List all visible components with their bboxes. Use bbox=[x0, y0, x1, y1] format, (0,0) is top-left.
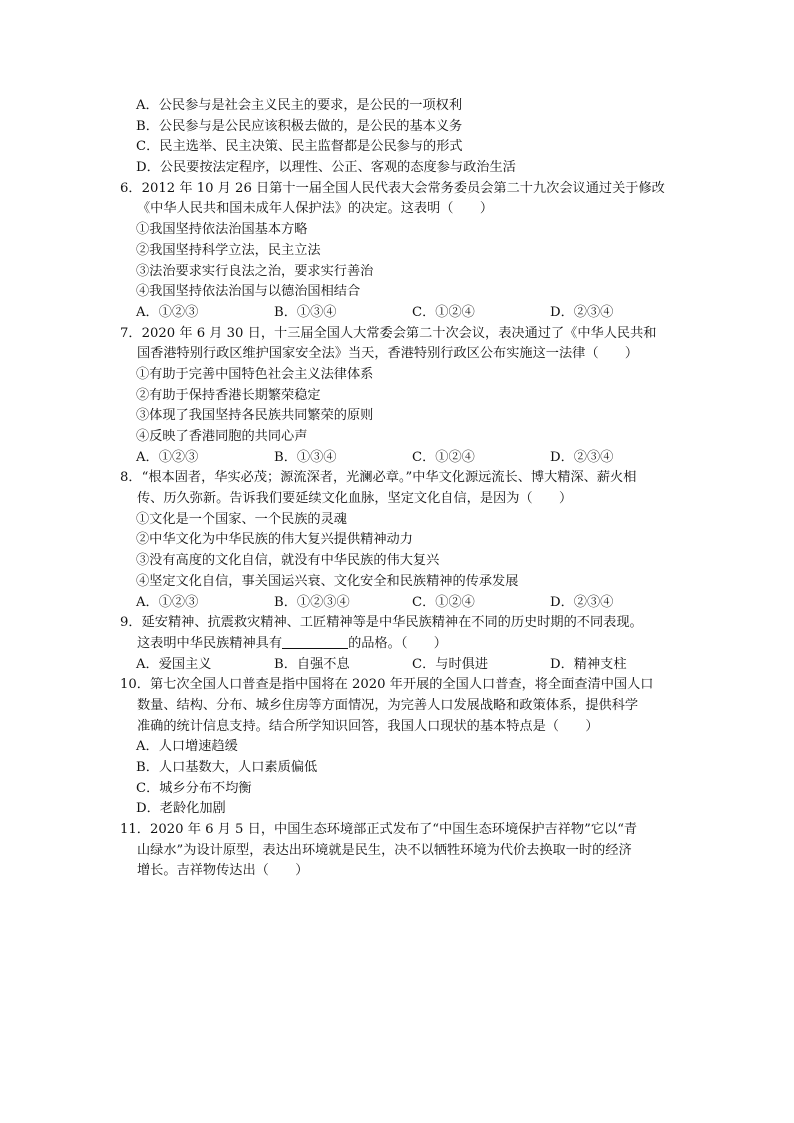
option-b: B．①③④ bbox=[274, 304, 337, 320]
stem-text: 这表明中华民族精神具有 bbox=[137, 635, 283, 651]
option-b: B．自强不息 bbox=[274, 656, 350, 672]
option-b: B．①③④ bbox=[274, 449, 337, 465]
question-stem: 山绿水”为设计原型，表达出环境就是民生，决不以牺牲环境为代价去换取一时的经济 bbox=[137, 842, 632, 858]
question-stem: 准确的统计信息支持。结合所学知识回答，我国人口现状的基本特点是（ ） bbox=[137, 718, 599, 734]
question-8 bbox=[120, 468, 680, 613]
statement-item: ②中华文化为中华民族的伟大复兴提供精神动力 bbox=[136, 532, 413, 548]
option-d: D．老龄化加剧 bbox=[136, 801, 226, 817]
option-a: A．人口增速趋缓 bbox=[136, 739, 238, 755]
statement-item: ④反映了香港同胞的共同心声 bbox=[136, 429, 308, 444]
question-stem: 传、历久弥新。告诉我们要延续文化血脉，坚定文化自信，是因为（ ） bbox=[137, 491, 573, 507]
statement-item: ②我国坚持科学立法，民主立法 bbox=[136, 242, 321, 258]
statement-item: ①文化是一个国家、一个民族的灵魂 bbox=[136, 511, 347, 527]
fill-in-blank bbox=[282, 635, 348, 649]
question-stem: 10．第七次全国人口普查是指中国将在 2020 年开展的全国人口普查，将全面查清中国人口 bbox=[120, 677, 654, 693]
statement-item: ④我国坚持依法治国与以德治国相结合 bbox=[136, 284, 361, 300]
option-b: B．①②③④ bbox=[274, 594, 350, 610]
option-b: B．人口基数大，人口素质偏低 bbox=[136, 760, 318, 775]
statement-item: ③没有高度的文化自信，就没有中华民族的伟大复兴 bbox=[136, 553, 440, 569]
question-stem: 7．2020 年 6 月 30 日，十三届全国人大常委会第二十次会议，表决通过了《中华人民共和 bbox=[120, 325, 657, 341]
option-a: A．①②③ bbox=[136, 594, 199, 610]
option-c: C．与时俱进 bbox=[412, 656, 489, 672]
question-10 bbox=[120, 675, 680, 820]
question-9 bbox=[120, 613, 680, 675]
option-d: D．②③④ bbox=[550, 304, 614, 320]
question-stem: 增长。吉祥物传达出（ ） bbox=[137, 863, 309, 879]
question-6 bbox=[120, 179, 680, 324]
statement-item: ④坚定文化自信，事关国运兴衰、文化安全和民族精神的传承发展 bbox=[136, 573, 519, 589]
option-d: D．②③④ bbox=[550, 594, 614, 610]
question-list bbox=[120, 96, 680, 882]
option-c: C．城乡分布不均衡 bbox=[136, 780, 252, 796]
option-c: C．民主选举、民主决策、民主监督都是公民参与的形式 bbox=[136, 139, 463, 155]
option-a: A．公民参与是社会主义民主的要求，是公民的一项权利 bbox=[136, 98, 463, 113]
answer-options bbox=[120, 303, 680, 324]
question-stem: 8．“根本固者，华实必茂；源流深者，光澜必章。”中华文化源远流长、博大精深、薪火相 bbox=[120, 470, 637, 486]
question-stem: 6．2012 年 10 月 26 日第十一届全国人民代表大会常务委员会第二十九次会议通过关于修改 bbox=[120, 180, 665, 196]
answer-options bbox=[120, 448, 680, 469]
statement-item: ①我国坚持依法治国基本方略 bbox=[136, 222, 308, 238]
question-stem: 《中华人民共和国未成年人保护法》的决定。这表明（ ） bbox=[137, 201, 494, 217]
statement-item: ①有助于完善中国特色社会主义法律体系 bbox=[136, 366, 374, 382]
question-5-options bbox=[120, 96, 680, 179]
option-a: A．①②③ bbox=[136, 449, 199, 465]
question-7 bbox=[120, 324, 680, 469]
question-stem: 国香港特别行政区维护国家安全法》当天，香港特别行政区公布实施这一法律（ ） bbox=[137, 346, 639, 362]
stem-text: 的品格。（ ） bbox=[348, 635, 447, 651]
option-d: D．精神支柱 bbox=[550, 656, 627, 672]
question-stem bbox=[120, 634, 680, 655]
answer-options bbox=[120, 593, 680, 614]
option-c: C．①②④ bbox=[412, 594, 475, 610]
answer-options bbox=[120, 655, 680, 676]
question-stem: 数量、结构、分布、城乡住房等方面情况，为完善人口发展战略和政策体系，提供科学 bbox=[137, 697, 639, 713]
option-d: D．公民要按法定程序，以理性、公正、客观的态度参与政治生活 bbox=[136, 160, 516, 176]
question-11 bbox=[120, 820, 680, 882]
option-b: B．公民参与是公民应该积极去做的，是公民的基本义务 bbox=[136, 118, 463, 134]
option-c: C．①②④ bbox=[412, 449, 475, 465]
option-a: A．①②③ bbox=[136, 304, 199, 320]
question-stem: 9．延安精神、抗震救灾精神、工匠精神等是中华民族精神在不同的历史时期的不同表现。 bbox=[120, 615, 643, 631]
statement-item: ③法治要求实行良法之治，要求实行善治 bbox=[136, 263, 374, 279]
option-d: D．②③④ bbox=[550, 449, 614, 465]
option-a: A．爱国主义 bbox=[136, 656, 212, 672]
option-c: C．①②④ bbox=[412, 304, 475, 320]
statement-item: ③体现了我国坚持各民族共同繁荣的原则 bbox=[136, 408, 374, 424]
statement-item: ②有助于保持香港长期繁荣稳定 bbox=[136, 387, 321, 403]
question-stem: 11．2020 年 6 月 5 日，中国生态环境部正式发布了“中国生态环境保护吉祥物”它以“青 bbox=[120, 822, 638, 838]
